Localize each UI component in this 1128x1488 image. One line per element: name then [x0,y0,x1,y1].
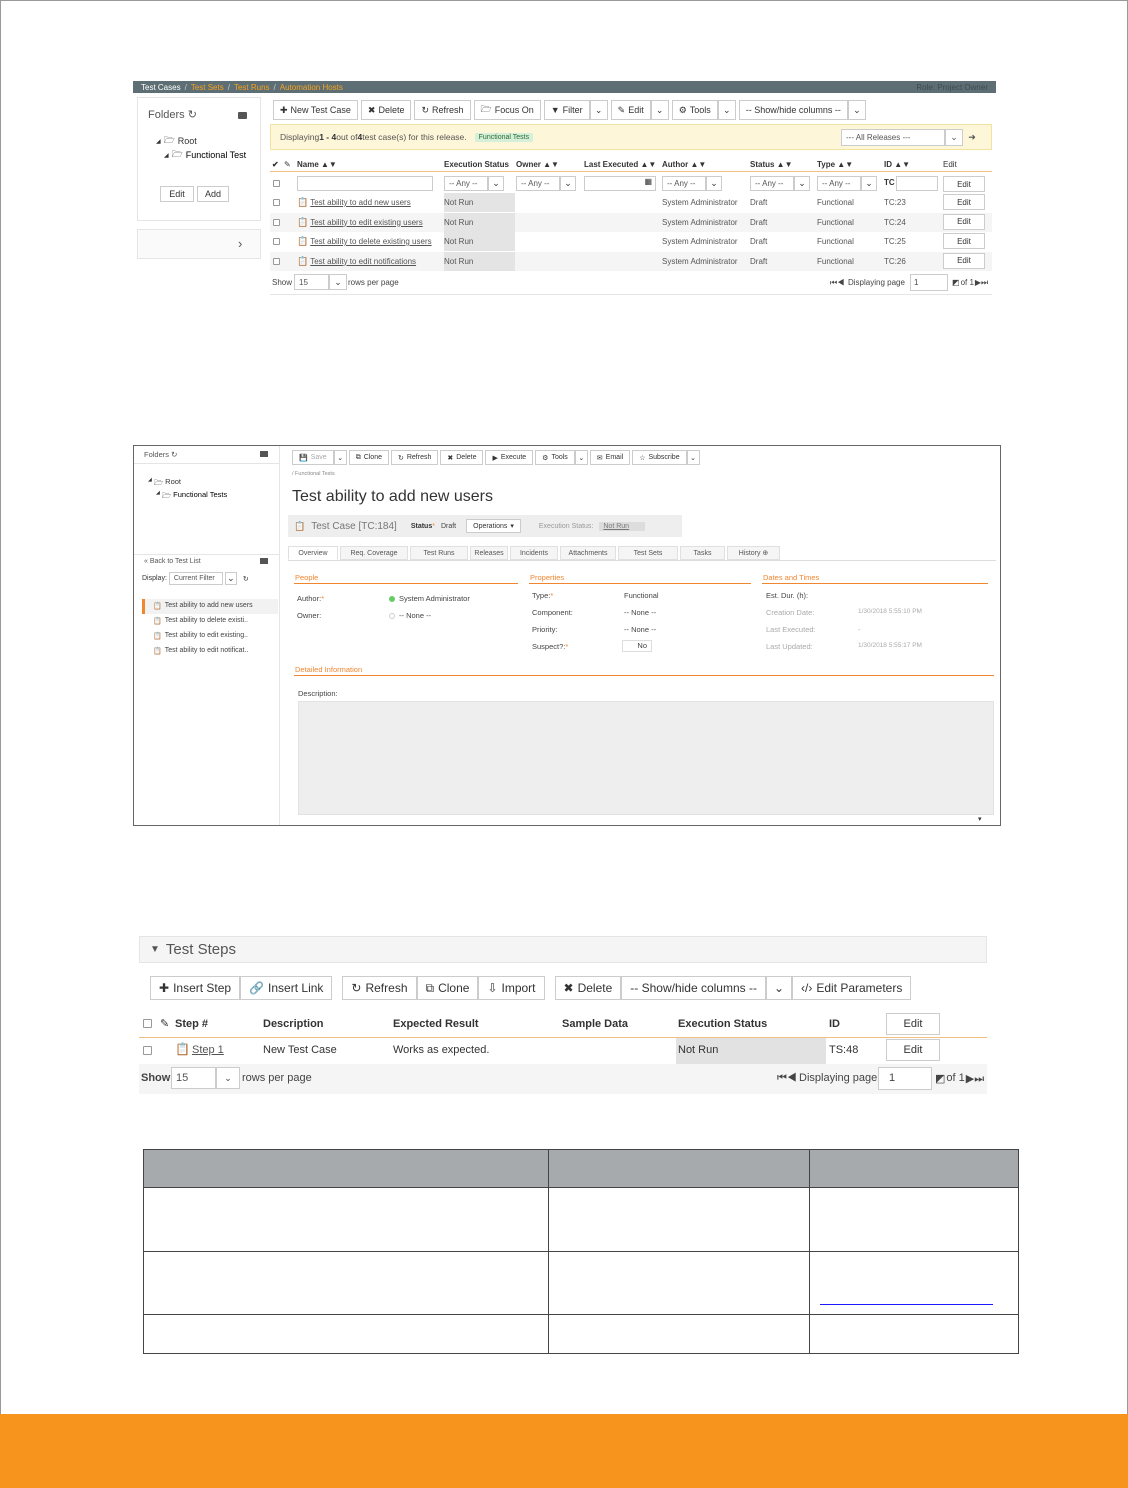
test-case-icon: 📋 [153,618,162,625]
tab-test-runs[interactable]: Test Runs [410,546,468,560]
delete-button[interactable]: ✖ Delete [555,976,622,1000]
author: System Administrator [662,198,738,207]
folder-open-icon: 🗁 [163,135,175,145]
refresh-icon: ↻ [421,104,430,115]
col-type[interactable]: Type ▲▼ [817,160,854,169]
filter-button[interactable]: ▼ Filter [544,100,590,120]
link-icon: 🔗 [249,981,265,995]
gear-icon: ⚙ [542,454,549,462]
page-input[interactable]: 1 [910,274,948,291]
description-editor[interactable] [298,701,994,815]
import-button[interactable]: ⇩ Import [478,976,544,1000]
edit-dropdown[interactable]: ⌄ [651,100,669,120]
test-case-icon: 📋 [297,236,309,246]
exec-status: Not Run [444,198,474,207]
add-folder-button[interactable]: Add [197,186,229,202]
tc-prefix: TC [884,178,895,187]
table-row [270,252,992,271]
select-all-checkbox[interactable] [273,180,280,187]
edit-button[interactable]: ✎ Edit [611,100,651,120]
filter-apply-button[interactable]: Edit [943,176,985,192]
exec-status: Not Run [444,237,474,246]
rows-select[interactable]: 15 [294,274,329,290]
author-label: Author:* [297,594,325,603]
list-item[interactable]: 📋 Test ability to edit existing.. [153,632,248,640]
info-bar: Displaying 1 - 4 out of 4 test case(s) for this release. Functional Tests --- All Releases --- ⌄ ➜ [270,124,992,150]
col-exec[interactable]: Execution Status [444,160,509,169]
check-all-icon[interactable]: ✔ [272,160,279,169]
type: Functional [817,198,854,207]
tab-incidents[interactable]: Incidents [510,546,558,560]
subscribe-button[interactable]: ☆ Subscribe [632,450,686,465]
col-author[interactable]: Author ▲▼ [662,160,707,169]
row-edit-button[interactable]: Edit [943,233,985,249]
step-link[interactable]: Step 1 [192,1044,224,1056]
pagination-bar: Show 15 ⌄ rows per page ⏮◀ Displaying page 1 ◩ of 1 ▶⏭ [270,273,992,295]
tab-test-sets[interactable]: Test Sets [618,546,678,560]
row-checkbox[interactable] [273,199,280,206]
tree-root[interactable]: Root [177,136,197,146]
test-steps-screenshot [139,936,987,1096]
filter-badge[interactable]: Functional Tests [475,133,533,142]
tools-button[interactable]: ⚙ Tools [535,450,575,465]
show-hide-columns[interactable]: -- Show/hide columns -- [739,100,848,120]
close-icon: ✖ [367,104,376,115]
last-executed-value: - [858,625,861,634]
page-input[interactable]: 1 [878,1067,932,1090]
steps-toolbar [150,976,911,1000]
type-value[interactable]: Functional [624,591,659,600]
footer-bar [0,1414,1128,1488]
select-all-checkbox[interactable] [143,1019,152,1028]
description-label: Description: [298,689,338,698]
list-item[interactable]: 📋 Test ability to edit notificat.. [153,647,249,655]
creation-date-value: 1/30/2018 5:55:10 PM [858,608,922,615]
col-edit: Edit [943,160,957,169]
tab-attachments[interactable]: Attachments [560,546,616,560]
import-icon: ⇩ [487,981,498,995]
type-filter-select[interactable]: -- Any -- [817,176,861,191]
row-edit-button[interactable]: Edit [943,253,985,269]
refresh-icon: ↻ [351,981,362,995]
id: TC:25 [884,237,906,246]
folders-header: Folders ↻ [134,446,280,464]
tools-dropdown[interactable]: ⌄ [718,100,736,120]
test-case-icon: 📋 [294,520,306,531]
list-item[interactable]: 📋 Test ability to delete existi.. [153,617,248,625]
release-select[interactable]: --- All Releases --- [841,129,945,146]
col-last-executed[interactable]: Last Executed ▲▼ [584,160,657,169]
refresh-button[interactable]: ↻ Refresh [342,976,416,1000]
last-updated-label: Last Updated: [766,642,813,651]
release-dropdown[interactable]: ⌄ [945,129,963,146]
last-executed-label: Last Executed: [766,625,816,634]
breadcrumb: Test Cases / Test Sets / Test Runs / Automation Hosts Role: Project Owner [133,81,996,93]
type: Functional [817,217,854,227]
breadcrumb-automation-hosts[interactable]: Automation Hosts [279,82,343,92]
tools-button[interactable]: ⚙ Tools [672,100,718,120]
rows-select[interactable]: 15 [171,1067,216,1089]
author-filter-select[interactable]: -- Any -- [662,176,706,191]
author: System Administrator [662,237,738,246]
filter-row: -- Any -- ⌄ -- Any -- ⌄ ▦ -- Any -- ⌄ -- Any -- ⌄ -- Any -- ⌄ TC Edit [270,174,992,193]
owner-value[interactable]: -- None -- [389,611,431,620]
collapse-icon[interactable] [238,112,247,119]
col-description[interactable]: Description [263,1018,324,1030]
edit-parameters-button[interactable]: ‹/› Edit Parameters [792,976,911,1000]
caret-down-icon: ▼ [150,944,160,955]
tab-history[interactable]: History ⊕ [727,546,780,560]
plus-icon: ✚ [159,981,170,995]
test-case-icon: 📋 [153,648,162,655]
left-panel: Folders ↻ ◢ 🗁 Root ◢ 🗁 Functional Tests « Back to Test List Display: Current Filter ⌄ ↻ 📋 Test ability to add new users 📋 Test ability to delete existi.. 📋 Test ability to edit existing.. 📋 Test ability to edit notificat.. [134,446,280,825]
status: Draft [750,217,768,227]
edit-all-button[interactable]: Edit [886,1013,940,1035]
exec-status-value[interactable]: Not Run [599,522,645,531]
refresh-icon[interactable]: ↻ [187,109,197,121]
people-section: People [295,573,319,582]
refresh-button[interactable]: ↻ Refresh [414,100,470,120]
role-label: Role: Project Owner [916,82,988,92]
row-checkbox[interactable] [143,1046,152,1055]
breadcrumb-test-cases[interactable]: Test Cases [141,82,181,92]
steps-pagination: Show 15 ⌄ rows per page ⏮◀ Displaying page 1 ◩ of 1 ▶⏭ [139,1064,987,1094]
refresh-icon[interactable]: ↻ [171,450,178,459]
test-case-link[interactable]: Test ability to edit notifications [310,256,417,266]
first-prev-icon[interactable]: ⏮◀ [830,278,845,287]
insert-link-button[interactable]: 🔗 Insert Link [240,976,332,1000]
chevron-right-icon[interactable]: › [238,236,243,251]
test-case-icon: 📋 [153,603,162,610]
table-header [270,160,992,172]
id-filter-input[interactable] [896,176,938,191]
online-dot-icon [389,596,395,602]
gear-icon: ⚙ [678,104,687,115]
delete-button[interactable]: ✖ Delete [361,100,412,120]
row-edit-button[interactable]: Edit [943,214,985,230]
type: Functional [817,256,854,266]
test-case-list-screenshot [133,81,996,297]
tree-functional-test[interactable]: Functional Test [185,150,247,160]
save-icon: 💾 [299,454,308,462]
delete-button[interactable]: ✖ Delete [440,450,483,465]
row-checkbox[interactable] [273,238,280,245]
component-value[interactable]: -- None -- [624,608,657,617]
col-id[interactable]: ID ▲▼ [884,160,911,169]
component-label: Component: [532,608,573,617]
col-execution-status[interactable]: Execution Status [678,1018,768,1030]
tree-root[interactable]: Root [165,477,182,486]
test-case-link[interactable]: Test ability to add new users [310,198,411,207]
author: System Administrator [662,217,738,227]
first-prev-icon[interactable]: ⏮◀ [777,1072,797,1084]
properties-section: Properties [530,573,565,582]
back-to-list-link[interactable]: « Back to Test List [134,554,280,568]
id: TC:26 [884,256,906,266]
clone-icon: ⧉ [425,980,435,995]
offline-dot-icon [389,613,395,619]
edit-icon: ✎ [617,104,626,115]
row-edit-button[interactable]: Edit [943,194,985,210]
go-icon[interactable]: ◩ [952,278,960,287]
step-description[interactable]: New Test Case [263,1044,337,1056]
folder-open-icon: 🗁 [171,149,183,159]
list-item[interactable]: 📋 Test ability to add new users [153,602,253,610]
test-case-link[interactable]: Test ability to delete existing users [310,237,432,246]
est-duration-label: Est. Dur. (h): [766,591,809,600]
name-filter-input[interactable] [297,176,433,191]
status-filter-select[interactable]: -- Any -- [750,176,794,191]
tab-tasks[interactable]: Tasks [680,546,725,560]
page-title: Test ability to add new users [292,488,493,505]
next-last-icon[interactable]: ▶⏭ [974,278,989,287]
test-case-icon: 📋 [153,633,162,640]
clone-button[interactable]: ⧉ Clone [417,976,479,1000]
row-checkbox[interactable] [273,258,280,265]
test-case-icon: 📋 [297,216,309,227]
collapse-icon[interactable] [260,451,268,457]
insert-step-button[interactable]: ✚ Insert Step [150,976,240,1000]
tab-releases[interactable]: Releases [470,546,508,560]
toolbar [273,100,866,120]
edit-folder-button[interactable]: Edit [160,186,194,202]
suspect-label: Suspect?:* [532,642,569,651]
detailed-info-section: Detailed Information [295,665,363,674]
attachment-icon: ✎ [284,160,291,169]
id: TC:23 [884,198,906,207]
status: Draft [750,198,768,207]
test-case-details-screenshot [133,445,1001,826]
show-hide-dropdown[interactable]: ⌄ [848,100,866,120]
close-icon: ✖ [563,981,574,995]
detail-toolbar: 💾 Save ⌄ ⧉ Clone ↻ Refresh ✖ Delete ▶ Execute ⚙ Tools ⌄ ✉ Email ☆ Subscribe ⌄ [292,450,700,465]
step-id: TS:48 [829,1044,859,1056]
info-table [143,1149,1019,1354]
refresh-button[interactable]: ↻ Refresh [391,450,438,465]
focus-on-button[interactable]: 🗁 Focus On [474,100,541,120]
status-value[interactable]: Draft [440,522,457,530]
save-button[interactable]: 💾 Save [292,450,334,465]
type-label: Type:* [532,591,554,600]
folders-title: Folders [148,108,185,121]
table-row [270,232,992,251]
step-expected[interactable]: Works as expected. [393,1044,490,1056]
next-last-icon[interactable]: ▶⏭ [965,1073,985,1085]
date-filter-input[interactable] [584,176,656,191]
dates-section: Dates and Times [763,573,820,582]
col-step[interactable]: Step # [175,1018,209,1030]
clone-icon: ⧉ [355,453,361,461]
test-case-icon: 📋 [297,197,309,207]
last-updated-value: 1/30/2018 5:55:17 PM [858,642,922,649]
caret-down-icon: ▾ [510,523,514,530]
refresh-icon[interactable]: ↻ [242,575,249,583]
attachment-icon: ✎ [160,1018,170,1030]
tab-overview[interactable]: Overview [288,546,338,560]
test-steps-header[interactable]: ▼ Test Steps [139,936,987,963]
col-owner[interactable]: Owner ▲▼ [516,160,559,169]
step-exec-status: Not Run [678,1044,719,1056]
clone-button[interactable]: ⧉ Clone [349,450,389,465]
tab-req-coverage[interactable]: Req. Coverage [340,546,408,560]
breadcrumb-test-sets[interactable]: Test Sets [190,82,224,92]
priority-label: Priority: [532,625,558,634]
tree-functional-tests[interactable]: Functional Tests [173,490,228,499]
resize-caret-icon[interactable]: ▾ [978,816,982,823]
email-button[interactable]: ✉ Email [590,450,630,465]
show-hide-columns[interactable]: -- Show/hide columns -- [621,976,766,1000]
folder-path[interactable]: / Functional Tests [292,471,335,477]
exec-status: Not Run [444,217,474,227]
table-row [270,213,992,232]
status-strip: 📋 Test Case [TC:184] Status * Draft Operations ▾ Execution Status: Not Run [288,515,682,537]
expand-panel[interactable] [137,229,261,259]
step-icon: 📋 [175,1042,190,1056]
folder-icon: 🗁 [480,104,492,114]
close-icon: ✖ [447,454,454,462]
suspect-toggle[interactable]: No [622,640,652,652]
folder-open-icon: 🗁 [153,478,164,487]
display-select[interactable]: Current Filter [169,572,223,585]
exec-filter-select[interactable]: -- Any -- [444,176,488,191]
type: Functional [817,237,854,246]
status: Draft [750,237,768,246]
status: Draft [750,256,768,266]
id: TC:24 [884,217,906,227]
envelope-icon: ✉ [596,454,603,462]
filter-icon: ▼ [550,105,560,115]
release-go-icon[interactable]: ➜ [968,132,976,142]
execute-button[interactable]: ▶ Execute [485,450,533,465]
refresh-icon: ↻ [397,454,404,462]
folders-panel: Folders ↻ ◢ 🗁 Root ◢ 🗁 Functional Test Edit Add [137,97,261,221]
breadcrumb-test-runs[interactable]: Test Runs [233,82,270,92]
row-edit-button[interactable]: Edit [886,1039,940,1061]
col-sample-data[interactable]: Sample Data [562,1018,629,1030]
owner-label: Owner: [297,611,322,620]
creation-date-label: Creation Date: [766,608,815,617]
star-icon: ☆ [639,454,646,462]
exec-status: Not Run [444,256,474,266]
col-id[interactable]: ID [829,1018,840,1030]
author-value[interactable]: System Administrator [389,594,470,603]
author: System Administrator [662,256,738,266]
show-hide-dropdown[interactable]: ⌄ [766,976,792,1000]
play-icon: ▶ [492,454,498,462]
new-test-case-button[interactable]: ✚ New Test Case [273,100,358,120]
priority-value[interactable]: -- None -- [624,625,657,634]
folder-open-icon: 🗁 [161,491,172,500]
col-name[interactable]: Name ▲▼ [297,160,337,169]
test-case-link[interactable]: Test ability to edit existing users [310,217,423,227]
test-case-icon: 📋 [297,255,309,266]
link-underline[interactable] [820,1304,993,1305]
collapse-icon[interactable] [260,558,268,564]
filter-dropdown[interactable]: ⌄ [590,100,608,120]
operations-button[interactable]: Operations ▾ [466,519,521,533]
calendar-icon[interactable]: ▦ [644,177,652,186]
plus-icon: ✚ [280,104,288,115]
row-checkbox[interactable] [273,219,280,226]
code-icon: ‹/› [800,981,813,995]
col-expected-result[interactable]: Expected Result [393,1018,479,1030]
col-status[interactable]: Status ▲▼ [750,160,793,169]
table-row [270,193,992,212]
table-header [144,1150,1018,1188]
go-icon[interactable]: ◩ [935,1073,946,1085]
owner-filter-select[interactable]: -- Any -- [516,176,560,191]
